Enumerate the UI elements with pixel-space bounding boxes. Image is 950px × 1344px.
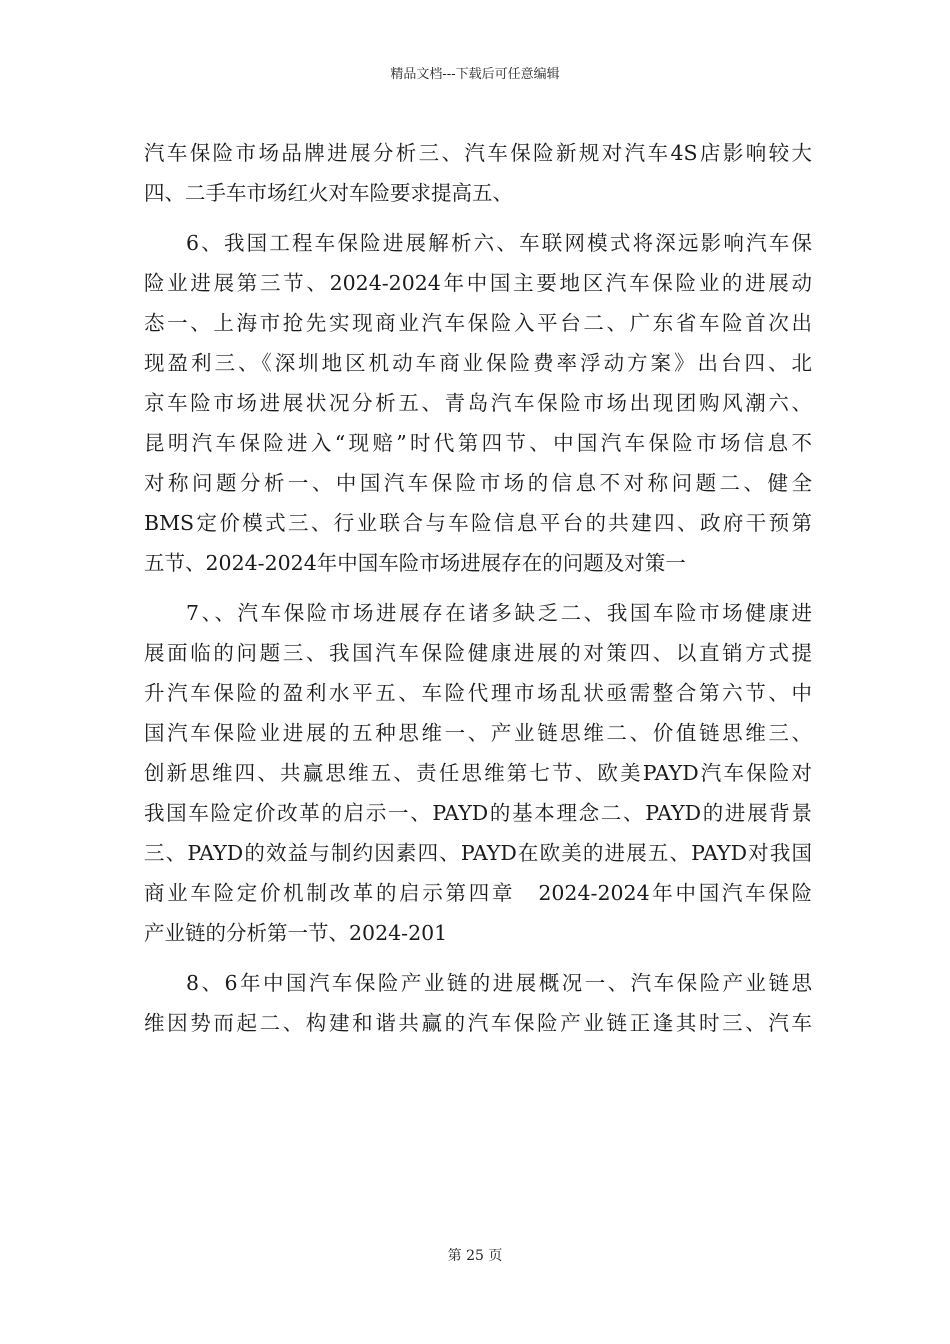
page-header: 精品文档---下载后可任意编辑 — [390, 67, 560, 82]
text-line: 昆明汽车保险进入“现赔”时代第四节、中国汽车保险市场信息不 — [144, 431, 812, 455]
text-line: 我国车险定价改革的启示一、PAYD的基本理念二、PAYD的进展背景 — [144, 801, 812, 825]
text-line: 汽车保险市场品牌进展分析三、汽车保险新规对汽车4S店影响较大 — [144, 141, 812, 165]
text-line: 对称问题分析一、中国汽车保险市场的信息不对称问题二、健全 — [144, 471, 812, 495]
text-line: 展面临的问题三、我国汽车保险健康进展的对策四、以直销方式提 — [144, 641, 812, 665]
text-line: 现盈利三、《深圳地区机动车商业保险费率浮动方案》出台四、北 — [144, 351, 812, 375]
document-body — [144, 133, 812, 1043]
text-line: 四、二手车市场红火对车险要求提高五、 — [144, 181, 513, 205]
paragraph — [144, 223, 812, 583]
text-line: BMS定价模式三、行业联合与车险信息平台的共建四、政府干预第 — [144, 511, 812, 535]
text-line: 五节、2024-2024年中国车险市场进展存在的问题及对策一 — [144, 551, 686, 575]
text-line: 险业进展第三节、2024-2024年中国主要地区汽车保险业的进展动 — [144, 271, 812, 295]
text-line: 8、6年中国汽车保险产业链的进展概况一、汽车保险产业链思 — [186, 971, 812, 995]
text-line: 京车险市场进展状况分析五、青岛汽车保险市场出现团购风潮六、 — [144, 391, 812, 415]
paragraph — [144, 593, 812, 953]
paragraph — [144, 963, 812, 1043]
paragraph — [144, 133, 812, 213]
page-number: 第 25 页 — [447, 1248, 503, 1264]
text-line: 国汽车保险业进展的五种思维一、产业链思维二、价值链思维三、 — [144, 721, 812, 745]
text-line: 维因势而起二、构建和谐共赢的汽车保险产业链正逢其时三、汽车 — [144, 1011, 812, 1035]
text-line: 6、我国工程车保险进展解析六、车联网模式将深远影响汽车保 — [186, 231, 812, 255]
text-line: 三、PAYD的效益与制约因素四、PAYD在欧美的进展五、PAYD对我国 — [144, 841, 812, 865]
text-line: 7、、汽车保险市场进展存在诸多缺乏二、我国车险市场健康进 — [186, 601, 812, 625]
text-line: 创新思维四、共赢思维五、责任思维第七节、欧美PAYD汽车保险对 — [144, 761, 812, 785]
text-line: 升汽车保险的盈利水平五、车险代理市场乱状亟需整合第六节、中 — [144, 681, 812, 705]
text-line: 商业车险定价机制改革的启示第四章 2024-2024年中国汽车保险 — [144, 881, 812, 905]
text-line: 态一、上海市抢先实现商业汽车保险入平台二、广东省车险首次出 — [144, 311, 812, 335]
text-line: 产业链的分析第一节、2024-201 — [144, 921, 448, 945]
